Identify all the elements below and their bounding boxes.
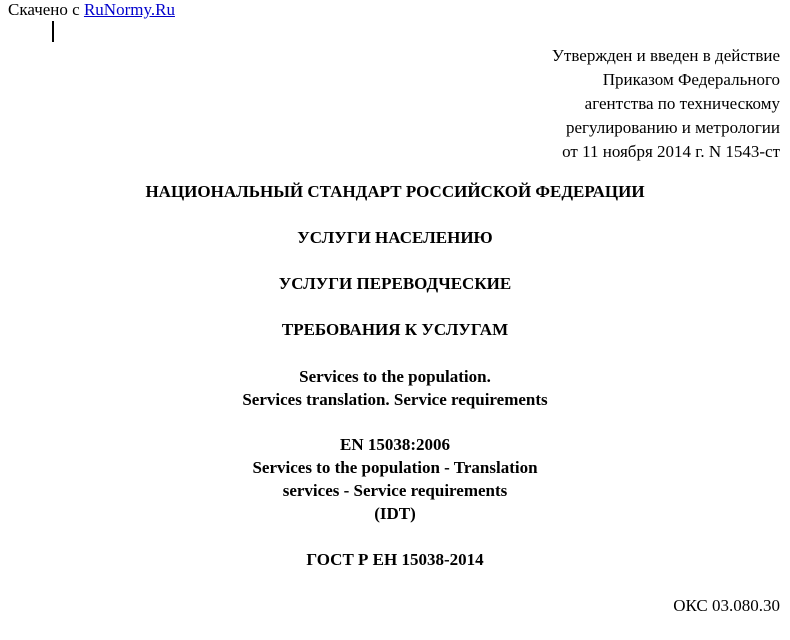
gost-number <box>0 548 790 571</box>
english-title-line: Services translation. Service requirements <box>242 390 548 409</box>
title-requirements <box>0 318 790 341</box>
title-translation-services-text: УСЛУГИ ПЕРЕВОДЧЕСКИЕ <box>278 274 512 293</box>
en-reference-line: (IDT) <box>374 504 416 523</box>
approval-line: Приказом Федерального <box>602 70 780 89</box>
standard-heading <box>0 180 790 203</box>
gost-number-text: ГОСТ Р ЕН 15038-2014 <box>306 550 484 569</box>
en-reference-line: EN 15038:2006 <box>339 435 451 454</box>
source-link[interactable]: RuNormy.Ru <box>83 0 175 19</box>
title-translation-services <box>0 272 790 295</box>
english-title-line: Services to the population. <box>299 367 491 386</box>
source-line <box>8 0 175 20</box>
en-reference-line: Services to the population - Translation <box>252 458 538 477</box>
standard-heading-text: НАЦИОНАЛЬНЫЙ СТАНДАРТ РОССИЙСКОЙ ФЕДЕРАЦИИ <box>145 182 645 201</box>
approval-block <box>552 44 780 164</box>
en-reference <box>0 433 790 525</box>
approval-line: Утвержден и введен в действие <box>551 46 780 65</box>
oks-code: ОКС 03.080.30 <box>673 596 780 615</box>
title-services-population <box>0 226 790 249</box>
approval-line: агентства по техническому <box>584 94 780 113</box>
source-prefix: Скачено с <box>8 0 84 19</box>
title-services-population-text: УСЛУГИ НАСЕЛЕНИЮ <box>297 228 493 247</box>
en-reference-line: services - Service requirements <box>282 481 508 500</box>
text-cursor <box>52 21 54 42</box>
english-title <box>0 365 790 411</box>
title-requirements-text: ТРЕБОВАНИЯ К УСЛУГАМ <box>281 320 509 339</box>
approval-line: от 11 ноября 2014 г. N 1543-ст <box>562 142 780 161</box>
approval-line: регулированию и метрологии <box>565 118 780 137</box>
